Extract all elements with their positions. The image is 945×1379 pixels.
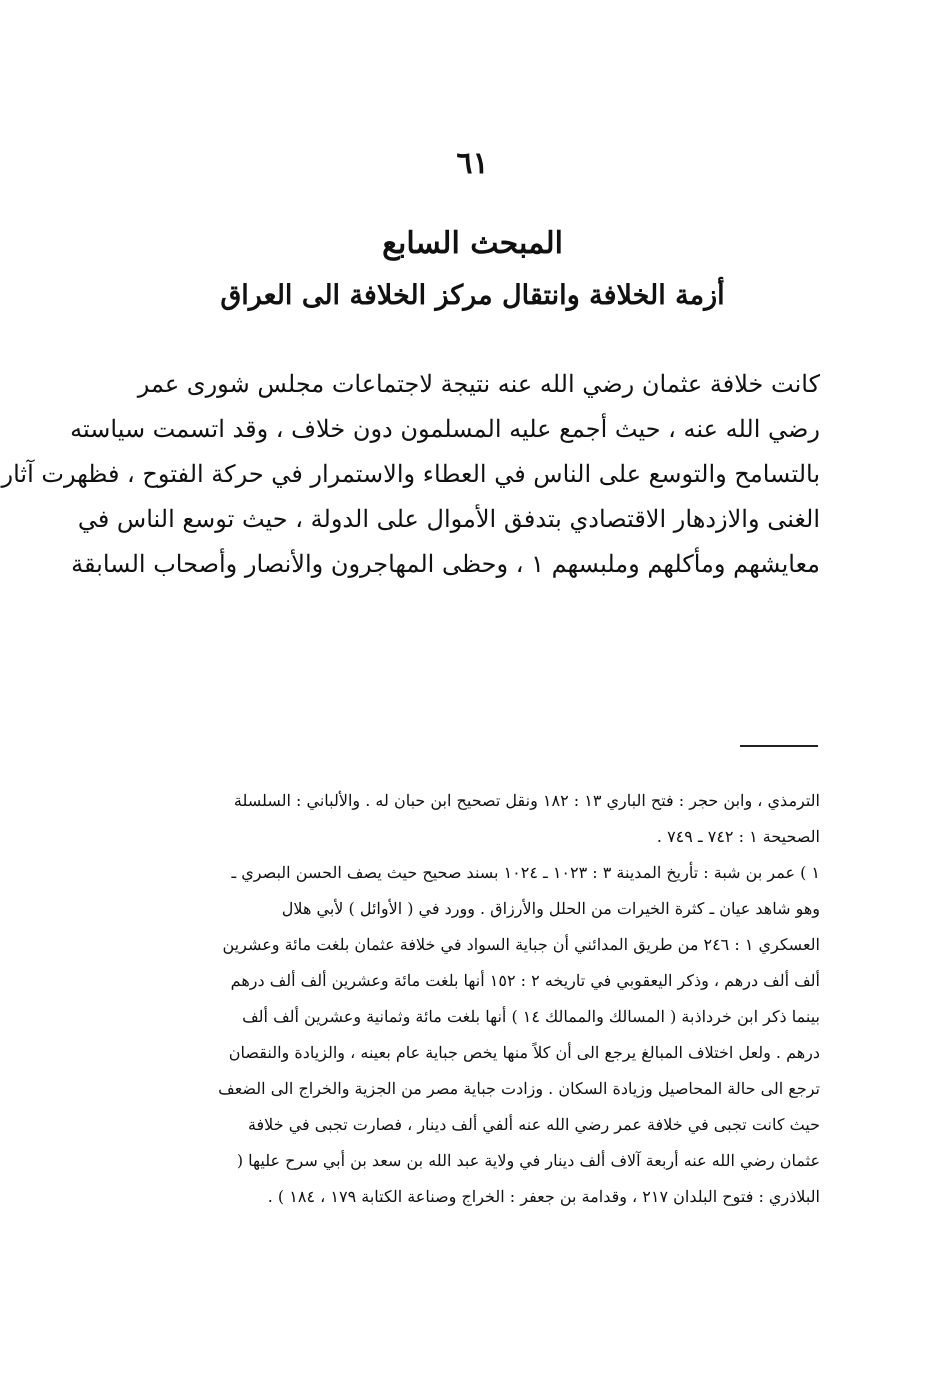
body-line: رضي الله عنه ، حيث أجمع عليه المسلمون دون خلاف ، وقد اتسمت سياسته [70,415,820,443]
footnote-line: بينما ذكر ابن خرداذبة ( المسالك والممالك ١٤ ) أنها بلغت مائة وثمانية وعشرين ألف ألف [242,1007,820,1026]
footnote-line: ألف ألف درهم ، وذكر اليعقوبي في تاريخه ٢ : ١٥٢ أنها بلغت مائة وعشرين ألف ألف درهم [230,971,820,990]
footnote-line: الصحيحة ١ : ٧٤٢ ـ ٧٤٩ . [656,827,820,846]
body-line: معايشهم ومأكلهم وملبسهم ١ ، وحظى المهاجرون والأنصار وأصحاب السابقة [71,550,820,578]
footnote-line: العسكري ١ : ٢٤٦ من طريق المدائني أن جباية السواد في خلافة عثمان بلغت مائة وعشرين [222,935,820,954]
body-line: بالتسامح والتوسع على الناس في العطاء والاستمرار في حركة الفتوح ، فظهرت آثار [1,460,820,488]
body-line: كانت خلافة عثمان رضي الله عنه نتيجة لاجتماعات مجلس شورى عمر [137,370,820,398]
footnote-line: ترجع الى حالة المحاصيل وزيادة السكان . وزادت جباية مصر من الجزية والخراج الى الضعف [218,1079,820,1098]
footnote-line: البلاذري : فتوح البلدان ٢١٧ ، وقدامة بن جعفر : الخراج وصناعة الكتابة ١٧٩ ، ١٨٤ ) . [267,1187,820,1206]
footnote-line: حيث كانت تجبى في خلافة عمر رضي الله عنه ألفي ألف دينار ، فصارت تجبى في خلافة [247,1115,820,1134]
page-number: ٦١ [456,146,489,181]
footnote-line: الترمذي ، وابن حجر : فتح الباري ١٣ : ١٨٢ ونقل تصحيح ابن حبان له . والألباني : السلسلة [233,791,820,810]
body-line: الغنى والازدهار الاقتصادي بتدفق الأموال على الدولة ، حيث توسع الناس في [77,505,820,533]
footnote-divider [740,745,818,747]
footnote-line: عثمان رضي الله عنه أربعة آلاف ألف دينار في ولاية عبد الله بن سعد بن أبي سرح عليها ( [236,1151,820,1170]
footnotes [140,783,820,1215]
footnote-line: وهو شاهد عيان ـ كثرة الخيرات من الحلل والأرزاق . وورد في ( الأوائل ) لأبي هلال [281,899,820,918]
chapter-title: المبحث السابع [382,226,563,261]
footnote-line: ١ ) عمر بن شبة : تأريخ المدينة ٣ : ١٠٢٣ ـ ١٠٢٤ بسند صحيح حيث يصف الحسن البصري ـ [231,863,820,882]
body-paragraph [1,362,820,587]
chapter-subtitle: أزمة الخلافة وانتقال مركز الخلافة الى العراق [220,280,725,311]
footnote-line: درهم . ولعل اختلاف المبالغ يرجع الى أن كلاً منها يخص جباية عام بعينه ، والزيادة والنقصان [228,1043,820,1062]
